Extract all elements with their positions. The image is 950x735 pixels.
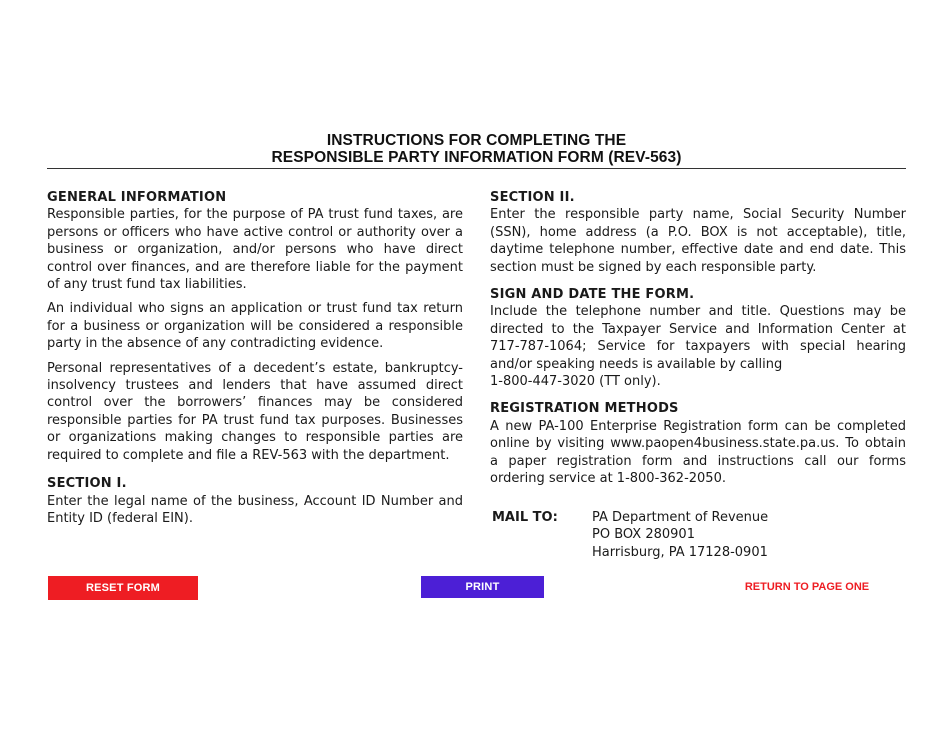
title-line-2: RESPONSIBLE PARTY INFORMATION FORM (REV-563) <box>271 149 682 166</box>
sign-and-date-heading: SIGN AND DATE THE FORM. <box>490 287 695 303</box>
left-column <box>47 189 463 537</box>
sign-and-date-text: Include the telephone number and title. Questions may be directed to the Taxpayer Service and Information Center at 717-787-1064; Service for taxpayers with special hearing and/or speaking needs is available by calling <box>490 304 906 372</box>
title-line-1: INSTRUCTIONS FOR COMPLETING THE <box>326 132 627 149</box>
section-one-paragraph: Enter the legal name of the business, Account ID Number and Entity ID (federal EIN). <box>47 493 463 526</box>
registration-methods-section <box>490 400 906 487</box>
return-to-page-one-link[interactable]: RETURN TO PAGE ONE <box>744 581 870 593</box>
general-information-section <box>47 189 463 464</box>
sign-and-date-section <box>490 286 906 390</box>
section-two-paragraph: Enter the responsible party name, Social Security Number (SSN), home address (a P.O. BOX is not acceptable), title, daytime telephone number, effective date and end date. This section must be signed by each responsible party. <box>490 207 906 275</box>
mail-address-line-2: PO BOX 280901 <box>592 527 695 543</box>
mail-address-line-1: PA Department of Revenue <box>592 510 769 525</box>
mail-address-line-3: Harrisburg, PA 17128-0901 <box>592 544 768 560</box>
general-information-paragraph-2: An individual who signs an application or trust fund tax return for a business or organization will be considered a responsible party in the absence of any contradicting evidence. <box>47 301 463 352</box>
section-one <box>47 475 463 527</box>
right-column <box>490 189 906 498</box>
mail-to-label: MAIL TO: <box>492 510 558 525</box>
general-information-paragraph-3: Personal representatives of a decedent’s estate, bankruptcy-insolvency trustees and lenders that have assumed direct control over the borrowers’ finances may be considered responsible parties for PA trust fund tax purposes. Businesses or organizations making changes to responsible parties are required to complete and file a REV-563 with the department. <box>47 360 463 463</box>
reset-form-button[interactable]: RESET FORM <box>48 576 198 600</box>
general-information-heading: GENERAL INFORMATION <box>47 190 227 205</box>
mail-address-lines <box>592 509 768 561</box>
section-two-heading: SECTION II. <box>490 190 575 205</box>
registration-methods-heading: REGISTRATION METHODS <box>490 401 679 417</box>
page-title <box>47 132 906 166</box>
section-one-heading: SECTION I. <box>47 476 127 492</box>
general-information-paragraph-1: Responsible parties, for the purpose of PA trust fund taxes, are persons or officers who have active control or authority over a business or organization, and/or persons who have direct control over finances, and are therefore liable for the payment of any trust fund tax liabilities. <box>47 207 463 293</box>
registration-methods-paragraph: A new PA-100 Enterprise Registration form can be completed online by visiting www.paopen4business.state.pa.us. To obtain a paper registration form and instructions call our forms ordering service at 1-800-362-2050. <box>490 418 906 487</box>
print-button[interactable]: PRINT <box>421 576 544 598</box>
tt-phone-number: 1-800-447-3020 (TT only). <box>490 374 661 390</box>
title-divider <box>47 168 906 169</box>
section-two <box>490 189 906 276</box>
sign-and-date-paragraph <box>490 303 906 390</box>
mailing-address <box>492 509 768 561</box>
